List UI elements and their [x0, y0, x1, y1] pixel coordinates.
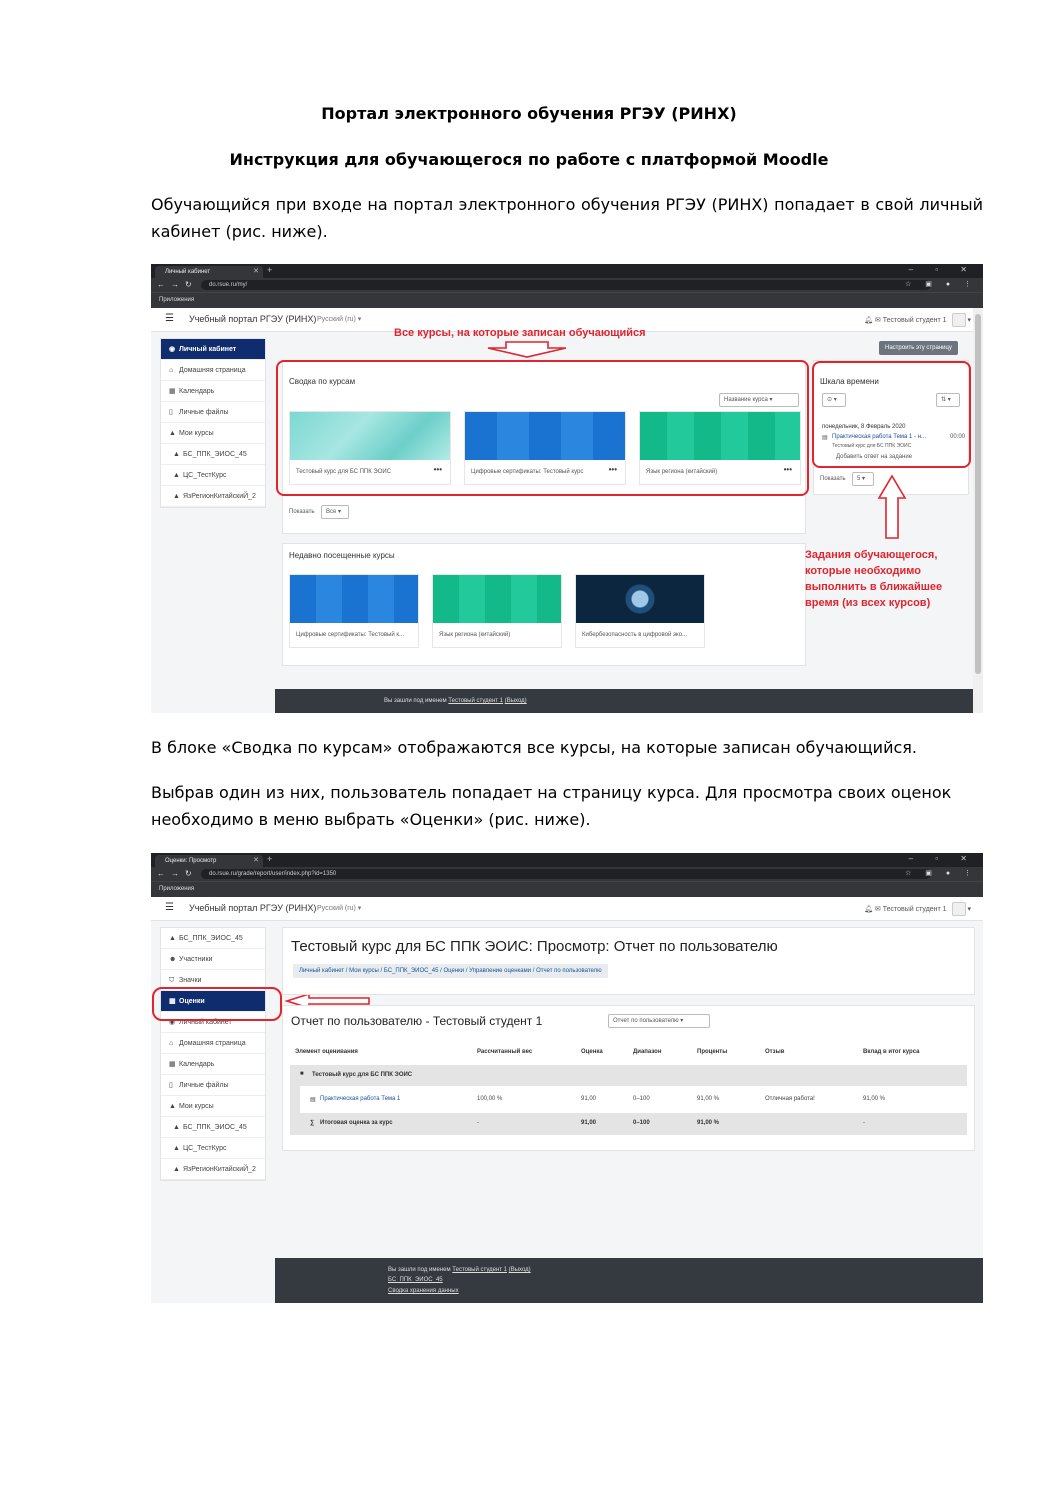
- recent-course-tile[interactable]: [575, 574, 705, 648]
- dashboard-icon: ◉: [169, 346, 176, 353]
- nav-course-2[interactable]: ▲ ЦС_ТестКурс: [161, 1138, 265, 1159]
- user-name[interactable]: Тестовый студент 1: [882, 316, 947, 324]
- timeline-filter-select[interactable]: ⊙ ▾: [822, 393, 846, 407]
- report-select[interactable]: Отчет по пользователю ▾: [608, 1014, 710, 1028]
- course-name[interactable]: Кибербезопасность в цифровой эко...: [582, 632, 688, 638]
- shield-icon: ⛉: [169, 977, 175, 984]
- total-range: 0–100: [633, 1120, 650, 1126]
- footer-logged-text: Вы зашли под именем: [384, 698, 447, 704]
- nav-my-courses[interactable]: ▲ Мои курсы: [161, 1096, 265, 1117]
- browser-tabbar: [151, 853, 983, 867]
- assignment-icon: ▤: [822, 435, 828, 441]
- more-icon[interactable]: •••: [608, 465, 617, 474]
- grade-feedback: Отличная работа!: [765, 1096, 815, 1102]
- grade-percent: 91,00 %: [697, 1096, 720, 1102]
- highlight-grades-item: [152, 987, 282, 1021]
- nav-course-3[interactable]: ▲ ЯзРегионКитайскиЙ_2: [161, 486, 265, 507]
- folder-icon: ■: [300, 1071, 304, 1077]
- total-row: [290, 1113, 967, 1135]
- users-icon: ☻: [169, 956, 177, 963]
- bell-icon[interactable]: 🔔︎: [864, 316, 873, 324]
- graduation-cap-icon: ▲: [169, 430, 176, 437]
- grade-item-link[interactable]: Практическая работа Тема 1: [320, 1096, 401, 1102]
- browser-tab[interactable]: Личный кабинет ✕: [155, 266, 263, 278]
- screenshot-dashboard: [151, 264, 983, 713]
- left-nav: [160, 338, 266, 508]
- cyber-lock-image: [576, 575, 704, 623]
- intro-paragraph: Обучающийся при входе на портал электронного обучения РГЭУ (РИНХ) попадает в свой личный кабинет (рис. ниже).: [151, 195, 983, 241]
- footer-logout-link[interactable]: (Выход): [508, 1267, 531, 1273]
- annotation-right: Задания обучающегося, которые необходимо выполнить в ближайшее время (из всех курсов): [805, 549, 943, 609]
- timeline-sort-select[interactable]: ⇅ ▾: [936, 393, 960, 407]
- sort-select[interactable]: Название курса ▾: [719, 393, 799, 407]
- timeline-course: Тестовый курс для БС ППК ЭОИС: [832, 443, 912, 449]
- user-menu[interactable]: 🔔︎ ✉ Тестовый студент 1 ▾: [864, 313, 971, 327]
- calendar-icon: ▦: [169, 388, 176, 395]
- url-input[interactable]: do.rsue.ru/my/: [201, 280, 931, 290]
- more-icon[interactable]: •••: [783, 465, 792, 474]
- home-icon: ⌂: [169, 367, 174, 374]
- category-name: Тестовый курс для БС ППК ЭОИС: [312, 1072, 413, 1078]
- recent-course-tile[interactable]: [432, 574, 562, 648]
- timeline-date: понедельник, 8 Февраль 2020: [822, 424, 906, 430]
- col-contribution: Вклад в итог курса: [863, 1049, 920, 1055]
- bell-icon[interactable]: 🔔︎: [864, 905, 873, 913]
- url-input[interactable]: do.rsue.ru/grade/report/user/index.php?id=1350: [201, 869, 931, 879]
- site-name[interactable]: Учебный портал РГЭУ (РИНХ): [189, 314, 317, 324]
- graduation-cap-icon: ▲: [173, 472, 180, 479]
- customize-page-button[interactable]: Настроить эту страницу: [879, 341, 958, 355]
- nav-dashboard[interactable]: ◉ Личный кабинет: [161, 1012, 265, 1033]
- nav-home[interactable]: ⌂ Домашняя страница: [161, 1033, 265, 1054]
- timeline-time: 00:00: [950, 434, 966, 440]
- category-row: [290, 1065, 967, 1086]
- bookmarks-bar[interactable]: Приложения: [151, 881, 983, 897]
- nav-badges[interactable]: ⛉ Значки: [161, 970, 265, 991]
- timeline-show-select[interactable]: 5 ▾: [852, 472, 874, 486]
- graduation-cap-icon: ▲: [169, 935, 176, 942]
- course-image: [433, 575, 561, 623]
- timeline-show-label: Показать: [820, 476, 846, 482]
- arrow-up-icon: [877, 474, 907, 540]
- new-tab-icon[interactable]: +: [267, 265, 273, 275]
- page-footer: [275, 1258, 983, 1303]
- browser-tabbar: [151, 264, 983, 278]
- recent-courses-card: [282, 543, 806, 666]
- avatar[interactable]: [952, 313, 966, 327]
- course-name[interactable]: Тестовый курс для БС ППК ЭОИС: [296, 469, 392, 475]
- menu-icon[interactable]: ☰: [165, 313, 174, 324]
- col-percent: Проценты: [697, 1049, 728, 1055]
- reload-icon[interactable]: ↻: [185, 869, 192, 878]
- nav-files[interactable]: ▯ Личные файлы: [161, 402, 265, 423]
- nav-grades[interactable]: ▦ Оценки: [161, 991, 265, 1012]
- timeline-task[interactable]: Практическая работа Тема 1 - н...: [832, 434, 927, 440]
- nav-files[interactable]: ▯ Личные файлы: [161, 1075, 265, 1096]
- footer-user-link[interactable]: Тестовый студент 1: [448, 698, 504, 704]
- nav-my-courses[interactable]: ▲ Мои курсы: [161, 423, 265, 444]
- course-image: [290, 575, 418, 623]
- recent-courses-title: Недавно посещенные курсы: [289, 551, 395, 560]
- address-bar: [151, 278, 983, 292]
- report-title: Отчет по пользователю - Тестовый студент 1: [291, 1014, 543, 1028]
- footer-logged-text: Вы зашли под именем: [388, 1267, 451, 1273]
- course-overview-title: Сводка по курсам: [289, 377, 356, 386]
- highlight-course-overview: [276, 360, 809, 496]
- graduation-cap-icon: ▲: [173, 1145, 180, 1152]
- file-icon: ▯: [169, 1082, 173, 1089]
- graduation-cap-icon: ▲: [169, 1103, 176, 1110]
- grade-range: 0–100: [633, 1096, 650, 1102]
- graduation-cap-icon: ▲: [173, 451, 180, 458]
- nav-participants[interactable]: ☻ Участники: [161, 949, 265, 970]
- left-nav: [160, 927, 266, 1181]
- more-icon[interactable]: •••: [433, 465, 442, 474]
- language-menu[interactable]: Русский (ru) ▾: [317, 905, 362, 912]
- arrow-down-icon: [486, 340, 568, 358]
- browser-actions-icon[interactable]: ☆ ▣ ● ⋮: [905, 870, 977, 877]
- page-footer: [275, 689, 973, 713]
- timeline-title: Шкала времени: [820, 377, 879, 386]
- chat-icon[interactable]: ✉: [874, 905, 881, 913]
- grade-value: 91,00: [581, 1096, 597, 1102]
- page-header-card: [282, 927, 975, 995]
- assignment-icon: ▤: [310, 1097, 316, 1103]
- browser-tab[interactable]: Оценки: Просмотр ✕: [155, 855, 263, 867]
- user-name[interactable]: Тестовый студент 1: [882, 905, 947, 913]
- table-icon: ▦: [169, 998, 176, 1005]
- screenshot-grades: [151, 853, 983, 1303]
- nav-course-2[interactable]: ▲ ЦС_ТестКурс: [161, 465, 265, 486]
- footer-course-link[interactable]: БС_ППК_ЭИОС_45: [388, 1277, 443, 1283]
- dashboard-icon: ◉: [169, 1019, 176, 1026]
- nav-course-1[interactable]: ▲ БС_ППК_ЭИОС_45: [161, 444, 265, 465]
- graduation-cap-icon: ▲: [173, 1124, 180, 1131]
- address-bar: [151, 867, 983, 881]
- grade-contribution: 91,00 %: [863, 1096, 886, 1102]
- calendar-icon: ▦: [169, 1061, 176, 1068]
- new-tab-icon[interactable]: +: [267, 854, 273, 864]
- language-menu[interactable]: Русский (ru) ▾: [317, 316, 362, 323]
- highlight-timeline: [812, 361, 971, 468]
- window-controls-icon[interactable]: – ▫ ✕: [908, 854, 977, 863]
- course-name[interactable]: Язык региона (китайский): [646, 469, 718, 475]
- col-item: Элемент оценивания: [295, 1049, 358, 1055]
- total-contribution: -: [863, 1120, 865, 1126]
- nav-course[interactable]: ▲ БС_ППК_ЭИОС_45: [161, 928, 265, 949]
- paragraph-overview: В блоке «Сводка по курсам» отображаются все курсы, на которые записан обучающийся.: [151, 738, 917, 757]
- sum-icon: ∑: [310, 1120, 315, 1126]
- user-menu[interactable]: 🔔︎ ✉ Тестовый студент 1 ▾: [864, 902, 971, 916]
- course-name[interactable]: Цифровые сертификаты: Тестовый к...: [296, 632, 405, 638]
- forward-icon[interactable]: →: [171, 280, 179, 289]
- graduation-cap-icon: ▲: [173, 493, 180, 500]
- annotation-top: Все курсы, на которые записан обучающийся: [394, 327, 646, 339]
- home-icon: ⌂: [169, 1040, 174, 1047]
- close-tab-icon[interactable]: ✕: [253, 857, 259, 864]
- browser-actions-icon[interactable]: ☆ ▣ ● ⋮: [905, 281, 977, 288]
- graduation-cap-icon: ▲: [173, 1166, 180, 1173]
- paragraph-grades: Выбрав один из них, пользователь попадает на страницу курса. Для просмотра своих оценок необходимо в меню выбрать «Оценки» (рис. ниже).: [151, 783, 952, 829]
- nav-calendar[interactable]: ▦ Календарь: [161, 381, 265, 402]
- show-label: Показать: [289, 509, 315, 515]
- col-feedback: Отзыв: [765, 1049, 785, 1055]
- nav-course-3[interactable]: ▲ ЯзРегионКитайскиЙ_2: [161, 1159, 265, 1180]
- total-percent: 91,00 %: [697, 1120, 720, 1126]
- nav-home[interactable]: ⌂ Домашняя страница: [161, 360, 265, 381]
- menu-icon[interactable]: ☰: [165, 902, 174, 913]
- close-tab-icon[interactable]: ✕: [253, 268, 259, 275]
- recent-course-tile[interactable]: [289, 574, 419, 648]
- total-weight: -: [477, 1120, 479, 1126]
- add-submission-link[interactable]: Добавить ответ на задание: [836, 454, 913, 460]
- show-select[interactable]: Все ▾: [321, 505, 349, 519]
- nav-calendar[interactable]: ▦ Календарь: [161, 1054, 265, 1075]
- site-name[interactable]: Учебный портал РГЭУ (РИНХ): [189, 903, 317, 913]
- back-icon[interactable]: ←: [157, 280, 165, 289]
- footer-logout-link[interactable]: (Выход): [504, 698, 527, 704]
- breadcrumb[interactable]: Личный кабинет / Мои курсы / БС_ППК_ЭИОС_45 / Оценки / Управление оценками / Отчет по пользователю: [293, 964, 608, 978]
- doc-title: Портал электронного обучения РГЭУ (РИНХ): [321, 104, 737, 123]
- page-title: Тестовый курс для БС ППК ЭОИС: Просмотр: Отчет по пользователю: [291, 938, 778, 955]
- grade-weight: 100,00 %: [477, 1096, 503, 1102]
- footer-policy-link[interactable]: Сводка хранения данных: [388, 1288, 459, 1294]
- doc-subtitle: Инструкция для обучающегося по работе с платформой Moodle: [229, 150, 829, 169]
- reload-icon[interactable]: ↻: [185, 280, 192, 289]
- window-controls-icon[interactable]: – ▫ ✕: [908, 265, 977, 274]
- nav-dashboard[interactable]: ◉ Личный кабинет: [161, 339, 265, 360]
- course-name[interactable]: Язык региона (китайский): [439, 632, 511, 638]
- total-label: Итоговая оценка за курс: [320, 1120, 393, 1126]
- avatar[interactable]: [952, 902, 966, 916]
- total-grade: 91,00: [581, 1120, 597, 1126]
- nav-course-1[interactable]: ▲ БС_ППК_ЭИОС_45: [161, 1117, 265, 1138]
- moodle-navbar: [151, 897, 983, 921]
- forward-icon[interactable]: →: [171, 869, 179, 878]
- file-icon: ▯: [169, 409, 173, 416]
- scrollbar[interactable]: [973, 308, 983, 713]
- col-weight: Рассчитанный вес: [477, 1049, 533, 1055]
- grade-row: [290, 1086, 967, 1113]
- course-name[interactable]: Цифровые сертификаты: Тестовый курс: [471, 469, 584, 475]
- col-range: Диапазон: [633, 1049, 662, 1055]
- footer-user-link[interactable]: Тестовый студент 1: [452, 1267, 508, 1273]
- bookmarks-bar[interactable]: Приложения: [151, 292, 983, 308]
- col-grade: Оценка: [581, 1049, 603, 1055]
- chat-icon[interactable]: ✉: [874, 316, 881, 324]
- back-icon[interactable]: ←: [157, 869, 165, 878]
